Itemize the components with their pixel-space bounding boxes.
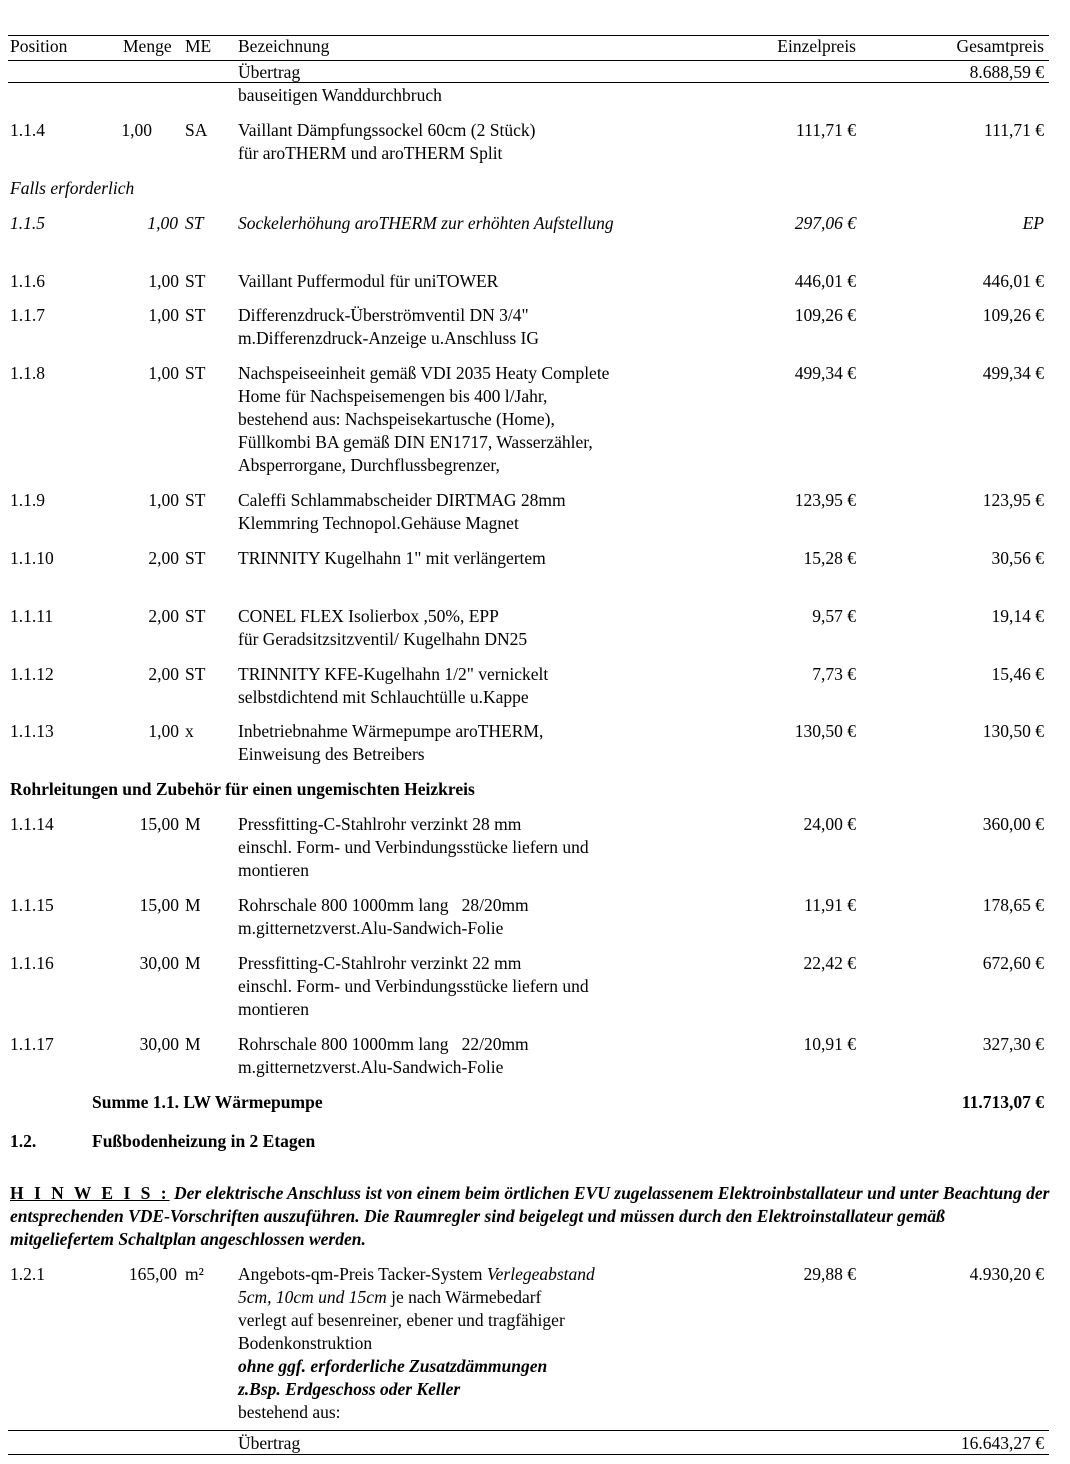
item-description: TRINNITY KFE-Kugelhahn 1/2" vernickelt	[238, 664, 549, 684]
item-description: Einweisung des Betreibers	[238, 744, 425, 764]
item-unit-price: 446,01 €	[794, 271, 856, 291]
item-description: Pressfitting-C-Stahlrohr verzinkt 22 mm	[238, 953, 522, 973]
item-position: 1.1.17	[10, 1034, 54, 1054]
item-total-price: 4.930,20 €	[969, 1264, 1044, 1284]
item-quantity: 1,00	[148, 721, 179, 741]
carry-out-bottom-rule	[8, 1454, 1049, 1455]
item-position: 1.1.5	[10, 213, 45, 233]
item-description: Differenzdruck-Überströmventil DN 3/4"	[238, 305, 529, 325]
item-total-price: 499,34 €	[982, 363, 1044, 383]
item-description: bestehend aus: Nachspeisekartusche (Home),	[238, 409, 555, 429]
item-unit-price: 130,50 €	[794, 721, 856, 741]
carry-out-amount: 16.643,27 €	[960, 1433, 1044, 1453]
item-unit: ST	[185, 548, 206, 568]
item-total-price: EP	[1022, 213, 1044, 233]
item-position: 1.1.13	[10, 721, 54, 741]
item-unit: x	[185, 721, 194, 741]
item-quantity: 15,00	[139, 814, 179, 834]
item-quantity: 30,00	[139, 953, 179, 973]
item-description: bestehend aus:	[238, 1402, 341, 1422]
item-description: m.gitternetzverst.Alu-Sandwich-Folie	[238, 918, 504, 938]
item-quantity: 1,00	[148, 271, 179, 291]
item-total-price: 327,30 €	[982, 1034, 1044, 1054]
item-description: Absperrorgane, Durchflussbegrenzer,	[238, 455, 500, 475]
header-position: Position	[10, 36, 68, 56]
item-unit: ST	[185, 490, 206, 510]
item-description: für Geradsitzsitzventil/ Kugelhahn DN25	[238, 629, 528, 649]
item-total-price: 130,50 €	[982, 721, 1044, 741]
header-einzelpreis: Einzelpreis	[777, 36, 856, 56]
section-title: Fußbodenheizung in 2 Etagen	[92, 1131, 316, 1151]
desc-part: Angebots-qm-Preis Tacker-System	[238, 1264, 487, 1284]
item-description: TRINNITY Kugelhahn 1" mit verlängertem	[238, 548, 546, 568]
item-unit: ST	[185, 271, 206, 291]
carry-in-amount: 8.688,59 €	[969, 62, 1044, 82]
item-position: 1.1.10	[10, 548, 54, 568]
item-description: m.gitternetzverst.Alu-Sandwich-Folie	[238, 1057, 504, 1077]
item-unit: M	[185, 1034, 201, 1054]
item-description: Nachspeiseeinheit gemäß VDI 2035 Heaty Complete	[238, 363, 610, 383]
item-unit: M	[185, 953, 201, 973]
item-quantity: 165,00	[128, 1264, 177, 1284]
item-quantity: 1,00	[148, 363, 179, 383]
item-total-price: 30,56 €	[991, 548, 1044, 568]
item-unit-price: 22,42 €	[803, 953, 856, 973]
item-total-price: 109,26 €	[982, 305, 1044, 325]
item-description: Rohrschale 800 1000mm lang 28/20mm	[238, 895, 529, 915]
hinweis-note	[10, 1182, 1050, 1251]
item-description: selbstdichtend mit Schlauchtülle u.Kappe	[238, 687, 529, 707]
item-total-price: 672,60 €	[982, 953, 1044, 973]
item-description: Vaillant Dämpfungssockel 60cm (2 Stück)	[238, 120, 536, 140]
item-description: Klemmring Technopol.Gehäuse Magnet	[238, 513, 519, 533]
item-quantity: 1,00	[147, 213, 178, 233]
item-description: Bodenkonstruktion	[238, 1333, 373, 1353]
header-menge: Menge	[123, 36, 172, 56]
header-bezeichnung: Bezeichnung	[238, 36, 330, 56]
item-description: Pressfitting-C-Stahlrohr verzinkt 28 mm	[238, 814, 522, 834]
item-unit-price: 11,91 €	[804, 895, 856, 915]
item-unit-price: 15,28 €	[803, 548, 856, 568]
item-description	[238, 1286, 541, 1309]
item-total-price: 446,01 €	[982, 271, 1044, 291]
item-description: einschl. Form- und Verbindungsstücke liefern und	[238, 976, 589, 996]
item-position: 1.1.14	[10, 814, 54, 834]
summary-label: Summe 1.1. LW Wärmepumpe	[92, 1092, 323, 1112]
item-description: einschl. Form- und Verbindungsstücke liefern und	[238, 837, 589, 857]
item-unit-price: 7,73 €	[812, 664, 856, 684]
item-unit: SA	[185, 120, 208, 140]
item-unit-price: 109,26 €	[794, 305, 856, 325]
item-total-price: 360,00 €	[982, 814, 1044, 834]
item-unit-price: 111,71 €	[796, 120, 856, 140]
item-unit-price: 10,91 €	[803, 1034, 856, 1054]
item-unit-price: 24,00 €	[803, 814, 856, 834]
item-description: Inbetriebnahme Wärmepumpe aroTHERM,	[238, 721, 544, 741]
item-position: 1.1.11	[10, 606, 54, 626]
item-quantity: 1,00	[148, 490, 179, 510]
desc-part-italic: 5cm, 10cm und 15cm	[238, 1287, 387, 1307]
item-quantity: 2,00	[148, 664, 179, 684]
item-total-price: 111,71 €	[984, 120, 1044, 140]
item-quantity: 2,00	[148, 606, 179, 626]
item-unit: ST	[185, 305, 206, 325]
carry-out-label: Übertrag	[238, 1433, 301, 1453]
item-unit: M	[185, 814, 201, 834]
item-unit: ST	[185, 664, 206, 684]
header-me: ME	[185, 36, 212, 56]
item-position: 1.1.6	[10, 271, 45, 291]
item-description: montieren	[238, 999, 309, 1019]
item-position: 1.1.16	[10, 953, 54, 973]
item-quantity: 1,00	[148, 305, 179, 325]
item-unit: ST	[185, 606, 206, 626]
continuation-text: bauseitigen Wanddurchbruch	[238, 85, 442, 105]
section-number: 1.2.	[10, 1131, 37, 1151]
item-position: 1.1.8	[10, 363, 45, 383]
optional-label: Falls erforderlich	[10, 178, 135, 198]
item-unit-price: 9,57 €	[812, 606, 856, 626]
item-unit-price: 29,88 €	[803, 1264, 856, 1284]
desc-part-italic: Verlegeabstand	[486, 1264, 595, 1284]
item-description: Füllkombi BA gemäß DIN EN1717, Wasserzähler,	[238, 432, 593, 452]
item-position: 1.1.12	[10, 664, 54, 684]
item-quantity: 15,00	[139, 895, 179, 915]
item-position: 1.2.1	[10, 1264, 45, 1284]
item-total-price: 15,46 €	[991, 664, 1044, 684]
desc-part: je nach Wärmebedarf	[386, 1287, 542, 1307]
header-gesamtpreis: Gesamtpreis	[956, 36, 1044, 56]
item-unit: ST	[185, 363, 206, 383]
summary-amount: 11.713,07 €	[961, 1092, 1044, 1112]
item-unit: M	[185, 895, 201, 915]
carry-out-top-rule	[8, 1430, 1049, 1431]
item-description: CONEL FLEX Isolierbox ,50%, EPP	[238, 606, 499, 626]
item-unit-price: 297,06 €	[794, 213, 856, 233]
item-position: 1.1.9	[10, 490, 45, 510]
item-unit: m²	[185, 1264, 204, 1284]
item-description: Caleffi Schlammabscheider DIRTMAG 28mm	[238, 490, 566, 510]
item-quantity: 1,00	[121, 120, 152, 140]
item-description: z.Bsp. Erdgeschoss oder Keller	[238, 1379, 461, 1399]
carry-in-label: Übertrag	[238, 62, 301, 82]
item-total-price: 19,14 €	[991, 606, 1044, 626]
item-unit: ST	[185, 213, 204, 233]
item-unit-price: 123,95 €	[794, 490, 856, 510]
item-position: 1.1.15	[10, 895, 54, 915]
item-quantity: 30,00	[139, 1034, 179, 1054]
item-description: Vaillant Puffermodul für uniTOWER	[238, 271, 499, 291]
hinweis-label: H I N W E I S :	[10, 1183, 170, 1203]
item-description: montieren	[238, 860, 309, 880]
item-total-price: 123,95 €	[982, 490, 1044, 510]
item-position: 1.1.4	[10, 120, 45, 140]
item-description: verlegt auf besenreiner, ebener und tragfähiger	[238, 1310, 565, 1330]
item-description: Sockelerhöhung aroTHERM zur erhöhten Aufstellung	[238, 213, 614, 233]
item-description: Home für Nachspeisemengen bis 400 l/Jahr,	[238, 386, 548, 406]
item-description	[238, 1263, 595, 1286]
hinweis-text: Der elektrische Anschluss ist von einem beim örtlichen EVU zugelassenem Elektroinbstallateur und unter Beachtung der entsprechenden VDE-Vorschriften auszuführen. Die Raumregler sind beigelegt und müssen durch den Elektroinstallateur gemäß mitgeliefertem Schaltplan angeschlossen werden.	[10, 1183, 1050, 1249]
item-quantity: 2,00	[148, 548, 179, 568]
item-description: Rohrschale 800 1000mm lang 22/20mm	[238, 1034, 529, 1054]
item-position: 1.1.7	[10, 305, 45, 325]
item-unit-price: 499,34 €	[794, 363, 856, 383]
item-total-price: 178,65 €	[982, 895, 1044, 915]
item-description: für aroTHERM und aroTHERM Split	[238, 143, 503, 163]
carry-in-rule	[8, 82, 1049, 83]
item-description: ohne ggf. erforderliche Zusatzdämmungen	[238, 1356, 548, 1376]
item-description: m.Differenzdruck-Anzeige u.Anschluss IG	[238, 328, 539, 348]
section-heading: Rohrleitungen und Zubehör für einen ungemischten Heizkreis	[10, 779, 475, 799]
